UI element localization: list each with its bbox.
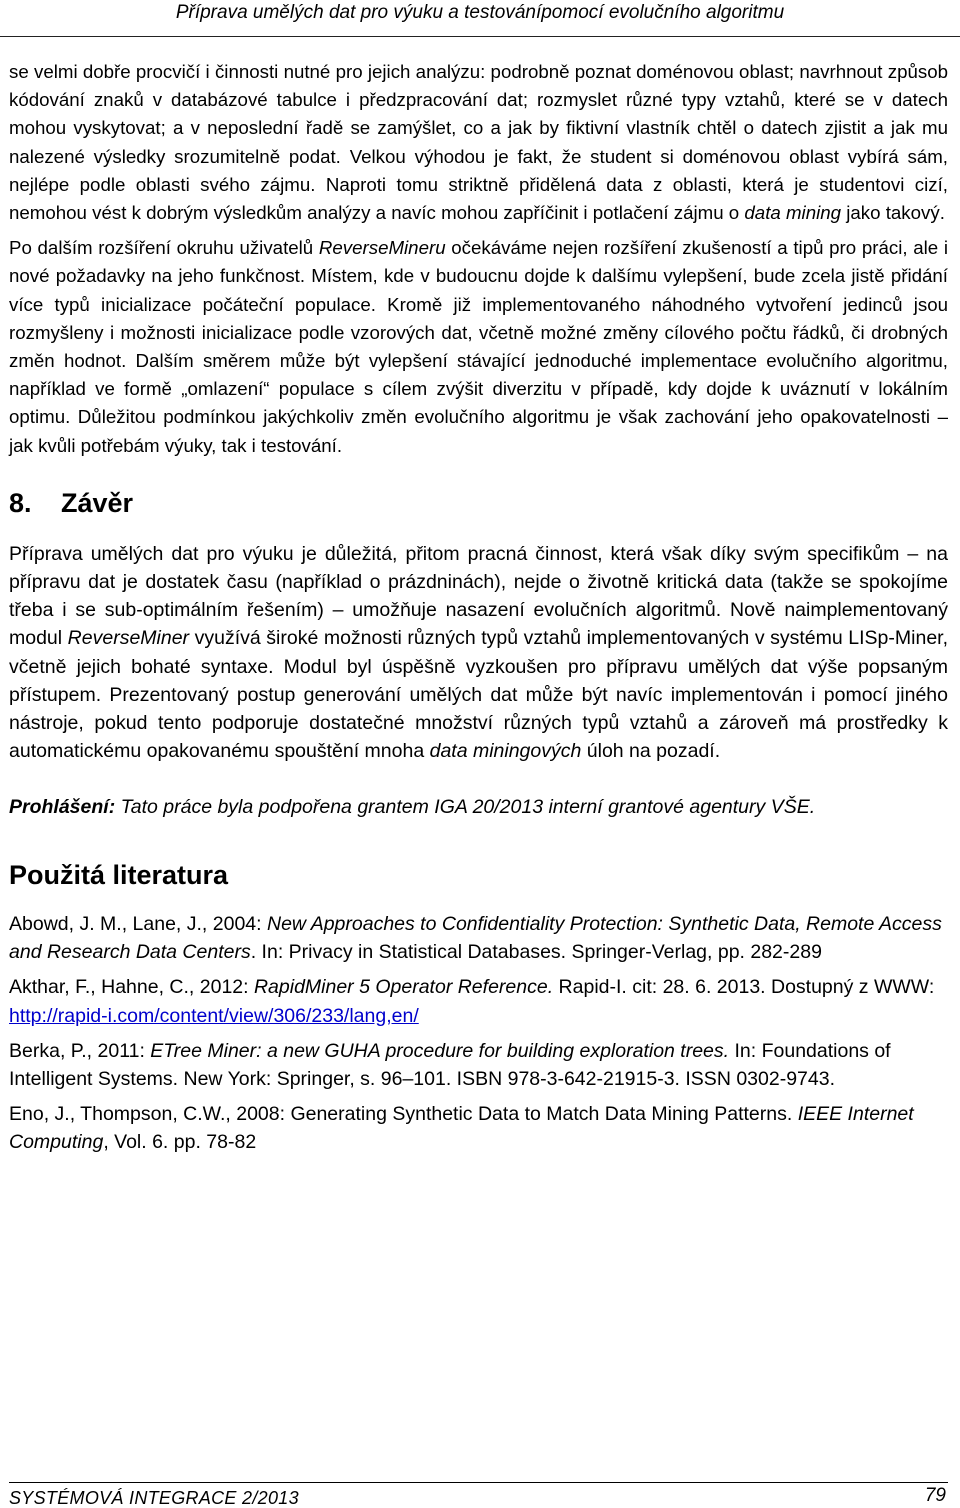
section-conclusion (9, 486, 948, 822)
literature-heading: Použitá literatura (9, 859, 229, 890)
section-heading (9, 486, 948, 520)
text-run: , Vol. 6. pp. 78-82 (103, 1131, 257, 1154)
paragraph (9, 540, 948, 766)
text-run: . In: Privacy in Statistical Databases. Springer-Verlag, pp. 282-289 (250, 941, 822, 964)
italic-run: ReverseMineru (318, 237, 446, 259)
footer-rule (9, 1482, 948, 1483)
page-number: 79 (924, 1485, 946, 1506)
page-content (9, 58, 948, 1157)
footer-journal: SYSTÉMOVÁ INTEGRACE 2/2013 (9, 1488, 299, 1508)
text-run: In: Foundations of Intelligent Systems. New York: Springer, s. 96–101. ISBN 978-3-642-21915-3. ISSN 0302-9743. (9, 1039, 891, 1090)
literature-section (9, 858, 948, 1157)
running-header (0, 0, 960, 37)
text-run: Rapid-I. cit: 28. 6. 2013. Dostupný z WWW: (553, 976, 935, 999)
reference-item (9, 973, 948, 1029)
reference-item (9, 910, 948, 966)
italic-run: New Approaches to Confidentiality Protection: Synthetic Data, Remote Access and Research Data Centers (9, 912, 942, 964)
text-run: Berka, P., 2011: (9, 1039, 151, 1062)
paragraph (9, 234, 948, 460)
text-run: očekáváme nejen rozšíření zkušeností a tipů pro práci, ale i nové požadavky na jeho funkčnost. Místem, kde v budoucnu dojde k dalšímu vylepšení, bude zcela jistě přidání více typů inicializace počáteční populace. Kromě již implementovaného náhodného vytvoření jedinců jsou rozmyšleny i možnosti inicializace podle vzorových dat, včetně možné změny cílového počtu řádků, či drobných změn hodnot. Dalším směrem může být vylepšení stávající jednoduché implementace evolučního algoritmu, například ve formě „omlazení“ populace s cílem zvýšit diverzitu v případě, kdy dojde k uváznutí v lokálním optimu. Důležitou podmínkou jakýchkoliv změn evolučního algoritmu je však zachování jeho opakovatelnosti – jak kvůli potřebám výuky, tak i testování. (9, 237, 948, 456)
italic-run: data miningových (429, 740, 582, 763)
running-title: Příprava umělých dat pro výuku a testovánípomocí evolučního algoritmu (175, 2, 785, 23)
text-run: jako takový. (841, 202, 945, 224)
italic-run: RapidMiner 5 Operator Reference. (253, 976, 554, 999)
italic-run: IEEE Internet Computing (9, 1103, 914, 1154)
text-run: využívá široké možnosti různých typů vztahů implementovaných v systému LISp-Miner, včetně jejich bohaté syntaxe. Modul byl úspěšně vyzkoušen pro přípravu umělých dat výše popsaným přístupem. Prezentovaný postup generování umělých dat může být navíc implementován i pomocí jiného nástroje, pokud tento podporuje dostatečné množství různých typů vztahů a zároveň má prostředky k automatickému opakovanému spouštění mnoha (9, 627, 948, 763)
section-number: 8. (9, 487, 32, 518)
text-run: Eno, J., Thompson, C.W., 2008: Generating Synthetic Data to Match Data Mining Patterns. (9, 1103, 798, 1126)
reference-item (9, 1037, 948, 1093)
italic-run: ETree Miner: a new GUHA procedure for building exploration trees. (150, 1039, 730, 1062)
text-run: se velmi dobře procvičí i činnosti nutné pro jejich analýzu: podrobně poznat doménovou oblast; navrhnout způsob kódování znaků v databázové tabulce i předzpracování dat; rozmyslet různé typy vztahů, které se v datech mohou vyskytovat; a v neposlední řadě se zamýšlet, co a jak by fiktivní vlastník chtěl o datech zjistit a jak mu nalezené výsledky srozumitelně podat. Velkou výhodou je fakt, že student si doménovou oblast vybírá sám, nejlépe podle oblasti svého zájmu. Naproti tomu striktně přidělená data z oblasti, která je studentovi cizí, nemohou vést k dobrým výsledkům analýzy a navíc mohou zapříčinit i potlačení zájmu o (9, 61, 948, 224)
acknowledgement (9, 793, 948, 822)
acknowledgement-text: Tato práce byla podpořena grantem IGA 20/2013 interní grantové agentury VŠE. (115, 796, 816, 819)
text-run: Akthar, F., Hahne, C., 2012: (9, 976, 254, 999)
text-run: Po dalším rozšíření okruhu uživatelů (9, 237, 319, 259)
italic-run: data mining (744, 202, 842, 224)
text-run: Příprava umělých dat pro výuku je důležitá, přitom pracná činnost, která však díky svým specifikům – na přípravu dat je dostatek času (například o prázdninách), nejde o životně kritická data (takže se spokojíme třeba i se sub-optimálním řešením) – umožňuje nasazení evolučních algoritmů. Nově naimplementovaný modul (9, 542, 948, 650)
italic-run: ReverseMiner (67, 627, 190, 650)
text-run: úloh na pozadí. (581, 740, 721, 763)
section-previous (9, 58, 948, 460)
text-run: Abowd, J. M., Lane, J., 2004: (9, 912, 267, 935)
section-title: Závěr (61, 487, 134, 518)
reference-item (9, 1100, 948, 1156)
acknowledgement-label: Prohlášení: (9, 796, 116, 819)
reference-link[interactable]: http://rapid-i.com/content/view/306/233/lang,en/ (9, 1004, 419, 1027)
paragraph (9, 58, 948, 227)
